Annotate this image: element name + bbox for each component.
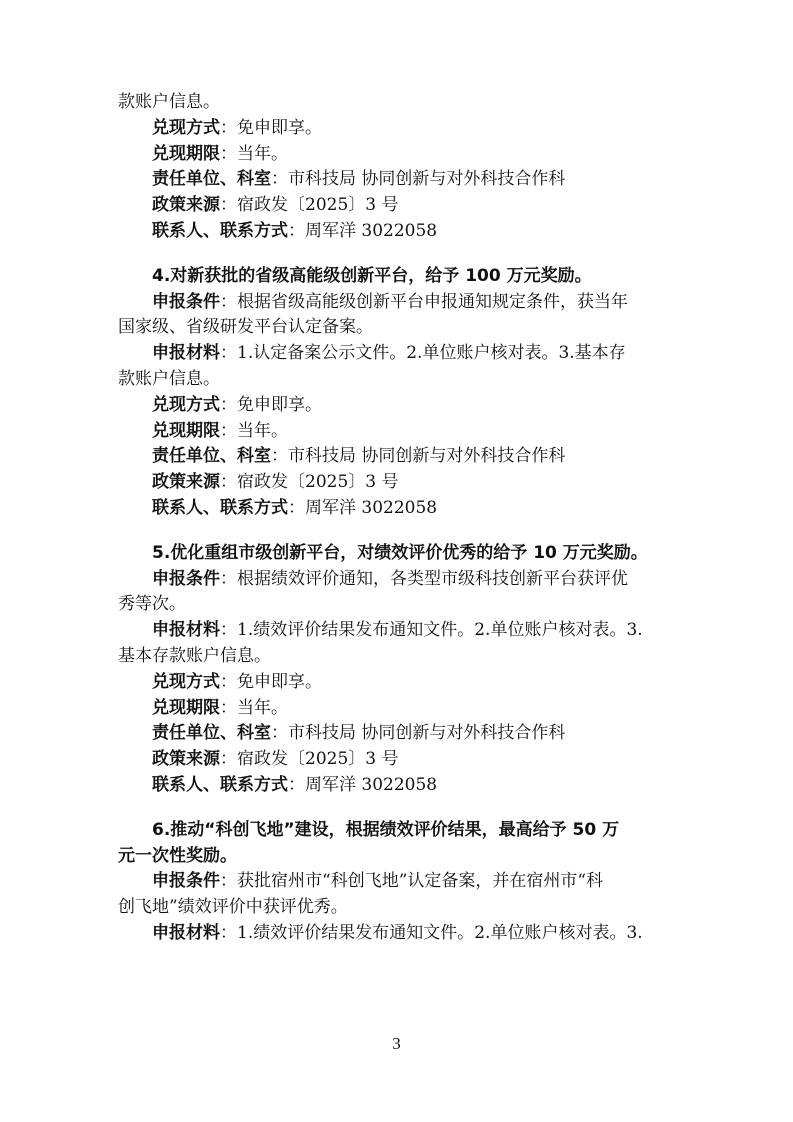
field-value: ：1.认定备案公示文件。2.单位账户核对表。3.基本存 (220, 343, 626, 364)
field-label: 联系人、联系方式 (152, 497, 288, 518)
section-gap (118, 522, 688, 541)
field-value: ：1.绩效评价结果发布通知文件。2.单位账户核对表。3. (220, 620, 643, 641)
field-line (118, 167, 688, 193)
field-label: 责任单位、科室 (152, 169, 271, 190)
field-line (118, 470, 688, 496)
field-label: 兑现方式 (152, 117, 220, 138)
field-line (118, 393, 688, 419)
field-label: 申报条件 (152, 291, 220, 312)
field-label: 兑现方式 (152, 394, 220, 415)
field-label: 申报材料 (152, 922, 220, 943)
field-line (118, 419, 688, 445)
field-value: ：获批宿州市“科创飞地”认定备案，并在宿州市“科 (220, 871, 604, 892)
field-line (118, 670, 688, 696)
document-body (118, 90, 688, 947)
field-value: ：周军洋 3022058 (288, 774, 438, 795)
field-line (118, 567, 688, 593)
field-label: 责任单位、科室 (152, 723, 271, 744)
field-value: ：当年。 (220, 697, 288, 718)
text-line: 国家级、省级研发平台认定备案。 (118, 317, 373, 338)
text-line: 款账户信息。 (118, 92, 220, 112)
field-line (118, 116, 688, 142)
field-label: 兑现方式 (152, 671, 220, 692)
field-line (118, 696, 688, 722)
field-value: ：当年。 (220, 143, 288, 164)
field-label: 兑现期限 (152, 420, 220, 441)
section-heading: 6.推动“科创飞地”建设，根据绩效评价结果，最高给予 50 万 (152, 819, 620, 840)
field-label: 兑现期限 (152, 697, 220, 718)
field-label: 政策来源 (152, 195, 220, 216)
field-value: ：市科技局 协同创新与对外科技合作科 (271, 723, 566, 744)
field-line (118, 921, 688, 947)
field-label: 申报材料 (152, 620, 220, 641)
field-line (118, 290, 688, 316)
field-value: ：宿政发〔2025〕3 号 (220, 195, 399, 216)
field-label: 责任单位、科室 (152, 446, 271, 467)
section-heading-continued: 元一次性奖励。 (118, 845, 237, 866)
field-line (118, 496, 688, 522)
section-heading: 4.对新获批的省级高能级创新平台，给予 100 万元奖励。 (152, 265, 592, 286)
field-value: ：宿政发〔2025〕3 号 (220, 472, 399, 493)
field-value: ：根据省级高能级创新平台申报通知规定条件，获当年 (220, 291, 628, 312)
field-label: 申报条件 (152, 871, 220, 892)
field-label: 政策来源 (152, 749, 220, 770)
field-line (118, 618, 688, 644)
field-line (118, 773, 688, 799)
field-label: 申报条件 (152, 568, 220, 589)
text-line: 秀等次。 (118, 594, 186, 615)
field-value: ：当年。 (220, 420, 288, 441)
field-line (118, 219, 688, 245)
section-gap (118, 245, 688, 264)
field-label: 政策来源 (152, 472, 220, 493)
section-heading: 5.优化重组市级创新平台，对绩效评价优秀的给予 10 万元奖励。 (152, 542, 648, 563)
field-line (118, 721, 688, 747)
field-label: 联系人、联系方式 (152, 774, 288, 795)
field-value: ：免申即享。 (220, 117, 322, 138)
field-line (118, 869, 688, 895)
field-value: ：周军洋 3022058 (288, 497, 438, 518)
field-value: ：宿政发〔2025〕3 号 (220, 749, 399, 770)
text-line: 基本存款账户信息。 (118, 645, 271, 666)
field-label: 联系人、联系方式 (152, 220, 288, 241)
field-line (118, 142, 688, 168)
field-line (118, 341, 688, 367)
field-value: ：1.绩效评价结果发布通知文件。2.单位账户核对表。3. (220, 922, 643, 943)
text-line: 款账户信息。 (118, 368, 220, 389)
field-value: ：免申即享。 (220, 671, 322, 692)
field-value: ：市科技局 协同创新与对外科技合作科 (271, 169, 566, 190)
field-line (118, 193, 688, 219)
text-line: 创飞地”绩效评价中获评优秀。 (118, 897, 348, 918)
field-line (118, 747, 688, 773)
field-value: ：周军洋 3022058 (288, 220, 438, 241)
page-number: 3 (392, 1034, 401, 1053)
section-gap (118, 799, 688, 818)
field-label: 申报材料 (152, 343, 220, 364)
field-label: 兑现期限 (152, 143, 220, 164)
field-value: ：根据绩效评价通知，各类型市级科技创新平台获评优 (220, 568, 628, 589)
field-value: ：免申即享。 (220, 394, 322, 415)
field-line (118, 444, 688, 470)
field-value: ：市科技局 协同创新与对外科技合作科 (271, 446, 566, 467)
